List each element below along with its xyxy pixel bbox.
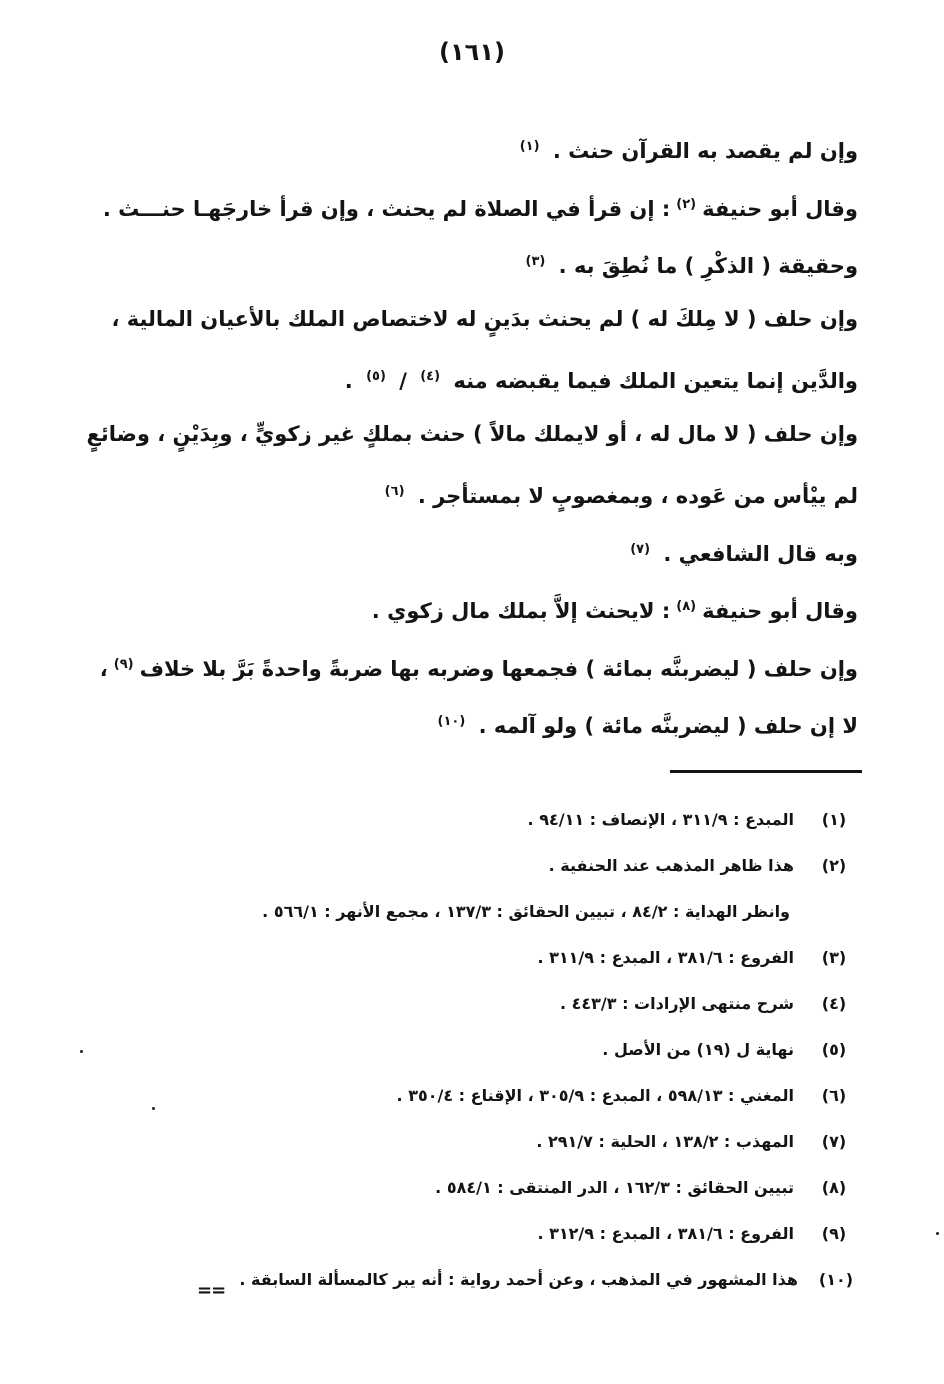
line-text: والدَّين إنما يتعين الملك فيما يقبضه منه <box>453 369 858 393</box>
line-text: . <box>344 369 353 393</box>
scan-speck <box>936 1232 939 1235</box>
footnote-text: المبدع : ٣١١/٩ ، الإنصاف : ٩٤/١١ . <box>527 810 794 829</box>
footnote-text: تبيين الحقائق : ١٦٢/٣ ، الدر المنتقى : ٥٨٤/١ . <box>435 1178 794 1197</box>
paragraph-line <box>128 118 858 176</box>
footnote-ref: (٥) <box>366 369 386 384</box>
footnote <box>160 1263 860 1309</box>
paragraph-line <box>128 521 858 579</box>
paragraph-line <box>128 463 858 521</box>
footnote-text: الفروع : ٣٨١/٦ ، المبدع : ٣١٢/٩ . <box>537 1224 794 1243</box>
footnote-text: هذا ظاهر المذهب عند الحنفية . <box>548 856 794 875</box>
footnote <box>160 987 860 1033</box>
footnote-text: وانظر الهداية : ٨٤/٢ ، تبيين الحقائق : ١٣٧/٣ ، مجمع الأنهر : ٥٦٦/١ . <box>262 902 790 921</box>
paragraph-line <box>99 636 858 694</box>
footnote-text: الفروع : ٣٨١/٦ ، المبدع : ٣١١/٩ . <box>537 948 794 967</box>
line-text: : إن قرأ في الصلاة لم يحنث ، وإن قرأ خارجَهـا حنـــث . <box>102 196 671 221</box>
footnote-number: (٦) <box>821 1086 847 1105</box>
footnote-ref: (٩) <box>113 656 134 672</box>
footnote <box>160 1079 860 1125</box>
main-text <box>86 118 858 751</box>
line-text: لم ييْأس من عَوده ، وبمغصوبٍ لا بمستأجر . <box>417 484 858 508</box>
footnote-ref: (٢) <box>676 196 697 212</box>
footnote-number: (٢) <box>821 856 847 875</box>
footnote-text: شرح منتهى الإرادات : ٤٤٣/٣ . <box>559 994 794 1013</box>
footnote <box>160 1217 860 1263</box>
footnote-text: المهذب : ١٣٨/٢ ، الحلية : ٢٩١/٧ . <box>536 1132 794 1151</box>
line-text: / <box>399 369 407 393</box>
paragraph-line <box>128 233 858 291</box>
footnote-number: (١٠) <box>818 1270 854 1289</box>
paragraph-line <box>86 406 858 464</box>
footnote <box>160 1125 860 1171</box>
line-text: وبه قال الشافعي . <box>663 541 858 566</box>
continuation-mark: == <box>197 1280 226 1301</box>
footnote-continuation <box>160 895 860 941</box>
paragraph-line <box>128 578 858 636</box>
footnote-text: هذا المشهور في المذهب ، وعن أحمد رواية : أنه يبر كالمسألة السابقة . <box>239 1270 798 1289</box>
page-number: (١٦١) <box>439 38 505 66</box>
footnote-number: (١) <box>821 810 847 829</box>
footnote-ref: (٧) <box>630 541 651 557</box>
footnote-number: (٤) <box>821 994 847 1013</box>
footnote-number: (٣) <box>821 948 847 967</box>
footnote-text: المغني : ٥٩٨/١٣ ، المبدع : ٣٠٥/٩ ، الإقناع : ٣٥٠/٤ . <box>396 1086 794 1105</box>
footnote-number: (٩) <box>821 1224 847 1243</box>
footnote-text: نهاية ل (١٩) من الأصل . <box>602 1040 794 1059</box>
line-text: : لايحنث إلاَّ بملك مال زكوي . <box>371 599 671 623</box>
footnote-ref: (١) <box>519 139 540 154</box>
scan-speck <box>152 1107 155 1110</box>
line-text: ، <box>99 656 108 681</box>
footnote <box>160 941 860 987</box>
footnote-ref: (١٠) <box>437 714 466 729</box>
footnote <box>160 1033 860 1079</box>
scan-speck <box>80 1050 83 1053</box>
footnote-ref: (٤) <box>420 369 441 384</box>
footnote-separator <box>670 770 862 773</box>
line-text: وإن لم يقصد به القرآن حنث . <box>552 139 858 163</box>
footnote-ref: (٨) <box>676 599 697 614</box>
paragraph-line <box>102 176 858 234</box>
footnote <box>160 803 860 849</box>
footnote-number: (٥) <box>821 1040 847 1059</box>
footnote <box>160 849 860 895</box>
footnotes <box>160 803 860 1309</box>
line-text: وحقيقة ( الذكْرِ ) ما نُطِقَ به . <box>558 254 858 278</box>
footnote-ref: (٣) <box>525 254 546 269</box>
paragraph-line <box>128 693 858 751</box>
line-text: وإن حلف ( لا مِلكَ له ) لم يحنث بدَينٍ له لاختصاص الملك بالأعيان المالية ، <box>111 306 858 331</box>
footnote <box>160 1171 860 1217</box>
line-text: وقال أبو حنيفة <box>702 599 858 623</box>
footnote-ref: (٦) <box>384 484 405 499</box>
paragraph-line <box>128 348 858 406</box>
line-text: وإن حلف ( ليضربنَّه بمائة ) فجمعها وضربه بها ضربةً واحدةً بَرَّ بلا خلاف <box>139 656 858 681</box>
line-text: وإن حلف ( لا مال له ، أو لايملك مالاً ) حنث بملكٍ غير زكويٍّ ، وبِدَيْنٍ ، وضائعٍ <box>86 421 858 446</box>
line-text: وقال أبو حنيفة <box>702 196 858 221</box>
paragraph-line <box>111 291 858 349</box>
line-text: لا إن حلف ( ليضربنَّه مائة ) ولو آلمه . <box>478 714 858 738</box>
footnote-number: (٨) <box>821 1178 847 1197</box>
footnote-number: (٧) <box>821 1132 847 1151</box>
